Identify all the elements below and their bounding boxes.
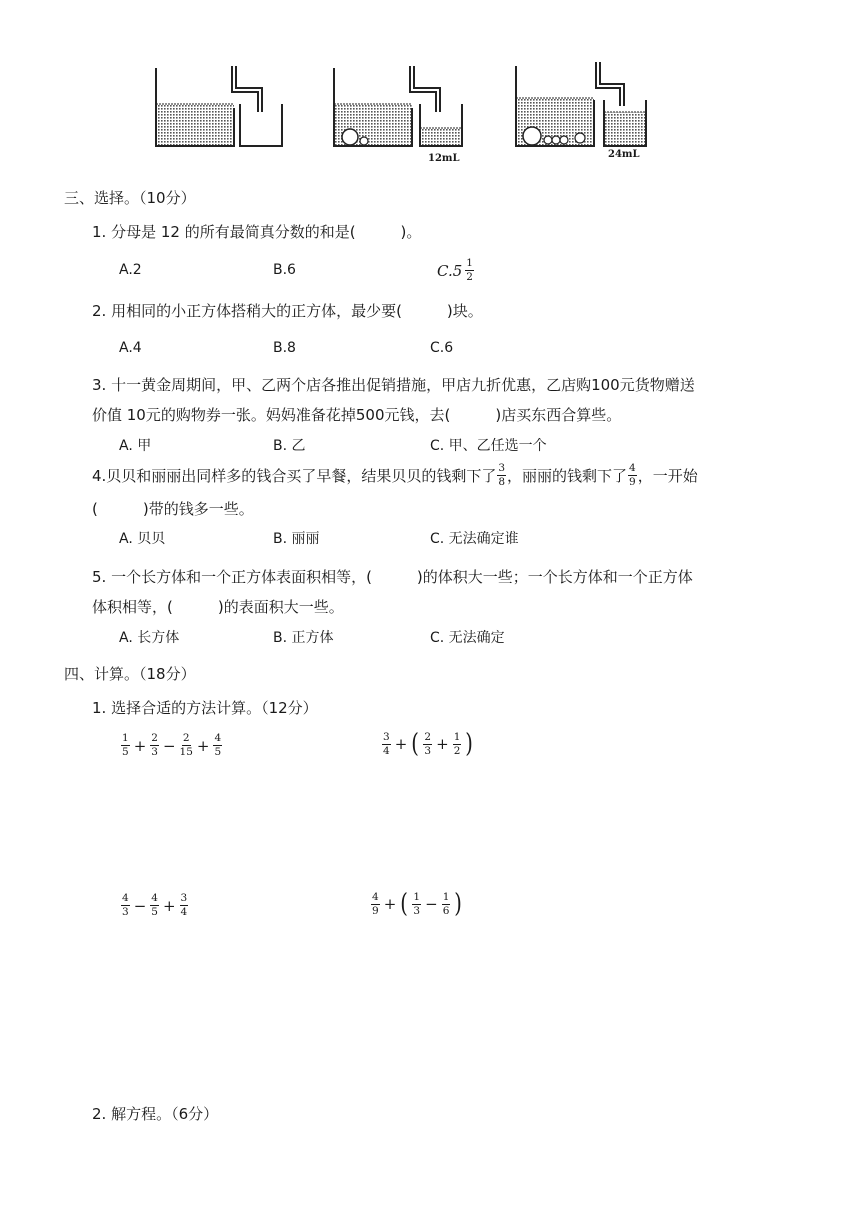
e3-f2: $\frac{4}{5}$ <box>151 892 158 918</box>
container-1 <box>156 66 282 146</box>
section-4-sub-2: 2. 解方程。（6分） <box>92 1105 219 1123</box>
question-5-line-1: 5. 一个长方体和一个正方体表面积相等，( )的体积大一些；一个长方体和一个正方体 <box>92 568 693 586</box>
expression-2: $\frac{3}{4}$ + ( $\frac{2}{3}$ + $\frac{1}{2}$ ) <box>383 729 474 759</box>
question-3-line-1: 3. 十一黄金周期间，甲、乙两个店各推出促销措施，甲店九折优惠，乙店购100元货物赠送 <box>92 376 695 394</box>
question-2: 2. 用相同的小正方体搭稍大的正方体，最少要( )块。 <box>92 302 483 320</box>
q4-text-2: ，丽丽的钱剩下了 <box>507 466 628 485</box>
e2-f2: $\frac{2}{3}$ <box>424 730 432 757</box>
q2-option-a: A.4 <box>119 340 142 356</box>
section-4-title: 四、计算。（18分） <box>64 665 196 683</box>
q5-option-c: C. 无法确定 <box>430 630 505 646</box>
container-2 <box>334 66 462 146</box>
q4-option-b: B. 丽丽 <box>273 531 320 547</box>
q4-text-3: ，一开始 <box>637 466 698 485</box>
q1-option-c-prefix: C.5 <box>437 261 463 280</box>
expression-3: $\frac{4}{3}$ − $\frac{4}{5}$ + $\frac{3}{4}$ <box>122 892 188 918</box>
q3-option-b: B. 乙 <box>273 438 306 454</box>
section-4-sub-1: 1. 选择合适的方法计算。（12分） <box>92 699 318 717</box>
container-figure <box>140 60 660 170</box>
q4-fraction-3-8: $\frac{3}{8}$ <box>498 462 506 488</box>
e2-f1: $\frac{3}{4}$ <box>383 730 390 757</box>
e4-f2: $\frac{1}{3}$ <box>413 890 421 917</box>
q4-option-a: A. 贝贝 <box>119 531 166 547</box>
e4-f3: $\frac{1}{6}$ <box>442 890 450 917</box>
section-3-title: 三、选择。（10分） <box>64 189 196 207</box>
q2-option-b: B.8 <box>273 340 296 356</box>
e1-f2: $\frac{2}{3}$ <box>151 732 158 758</box>
label-12ml: 12mL <box>428 153 460 164</box>
q4-text-1: 4.贝贝和丽丽出同样多的钱合买了早餐，结果贝贝的钱剩下了 <box>92 466 497 485</box>
q4-fraction-4-9: $\frac{4}{9}$ <box>629 462 636 488</box>
question-1: 1. 分母是 12 的所有最简真分数的和是( )。 <box>92 223 422 241</box>
question-4-line-1 <box>92 463 698 488</box>
q5-option-a: A. 长方体 <box>119 630 180 646</box>
question-5-line-2: 体积相等，( )的表面积大一些。 <box>92 598 344 616</box>
q4-option-c: C. 无法确定谁 <box>430 531 519 547</box>
q1-option-c <box>437 258 475 283</box>
q1-option-c-fraction: $\frac{1}{2}$ <box>466 257 473 283</box>
q2-option-c: C.6 <box>430 340 454 356</box>
q1-option-b: B.6 <box>273 262 296 278</box>
q5-option-b: B. 正方体 <box>273 630 334 646</box>
question-4-line-2: ( )带的钱多一些。 <box>92 500 254 518</box>
expression-1: $\frac{1}{5}$ + $\frac{2}{3}$ − $\frac{2}{15}$ + $\frac{4}{5}$ <box>122 732 222 758</box>
e2-f3: $\frac{1}{2}$ <box>453 730 461 757</box>
question-3-line-2: 价值 10元的购物券一张。妈妈准备花掉500元钱，去( )店买东西合算些。 <box>92 406 622 424</box>
q3-option-a: A. 甲 <box>119 438 152 454</box>
e1-f4: $\frac{4}{5}$ <box>214 732 222 758</box>
e1-f1: $\frac{1}{5}$ <box>122 732 129 758</box>
q1-option-a: A.2 <box>119 262 142 278</box>
container-3 <box>516 62 646 146</box>
label-24ml: 24mL <box>608 149 640 160</box>
expression-4: $\frac{4}{9}$ + ( $\frac{1}{3}$ − $\frac{1}{6}$ ) <box>372 889 463 919</box>
q3-option-c: C. 甲、乙任选一个 <box>430 438 547 454</box>
e3-f1: $\frac{4}{3}$ <box>122 892 129 918</box>
e3-f3: $\frac{3}{4}$ <box>180 892 188 918</box>
e1-f3: $\frac{2}{15}$ <box>179 732 193 758</box>
e4-f1: $\frac{4}{9}$ <box>372 890 379 917</box>
